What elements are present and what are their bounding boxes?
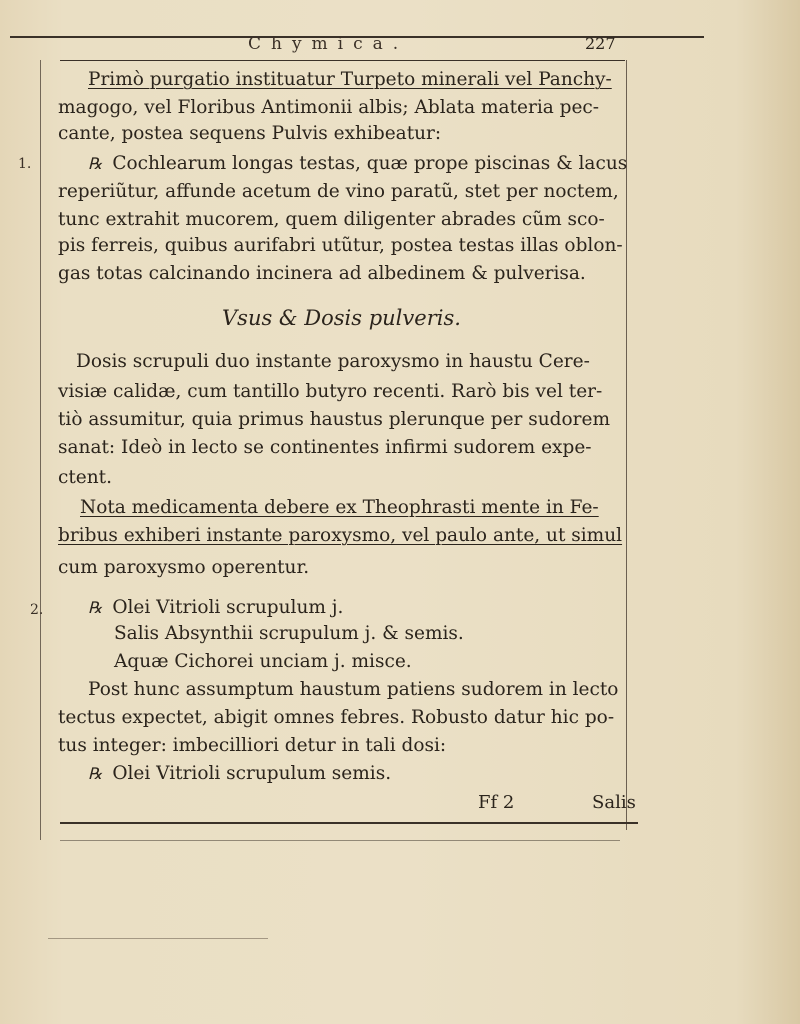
text-line: ctent. <box>58 467 112 488</box>
text-line: ℞ Cochlearum longas testas, quæ prope piscinas & lacus <box>88 153 628 174</box>
text-line: cante, postea sequens Pulvis exhibeatur: <box>58 123 442 144</box>
signature-mark: Ff 2 <box>478 792 515 813</box>
header-rule <box>60 60 625 61</box>
text-line: visiæ calidæ, cum tantillo butyro recenti. Rarò bis vel ter- <box>58 381 603 402</box>
margin-number: 2. <box>30 602 44 618</box>
text-line: Aquæ Cichorei unciam j. misce. <box>114 651 412 672</box>
text-line: ℞ Olei Vitrioli scrupulum semis. <box>88 763 392 784</box>
bottom-rule-faint <box>60 840 620 841</box>
recipe-mark: ℞ <box>88 764 103 783</box>
text-line: Post hunc assumptum haustum patiens sudorem in lecto <box>88 679 619 700</box>
text-line: cum paroxysmo operentur. <box>58 557 310 578</box>
catchword: Salis <box>592 792 636 813</box>
section-heading: Vsus & Dosis pulveris. <box>222 306 461 330</box>
recipe-mark: ℞ <box>88 154 103 173</box>
page-number: 227 <box>585 34 616 53</box>
running-head: Chymica. <box>248 34 409 54</box>
text-line: Salis Absynthii scrupulum j. & semis. <box>114 623 464 644</box>
text-line: bribus exhiberi instante paroxysmo, vel paulo ante, ut simul <box>58 525 623 546</box>
text-line: tectus expectet, abigit omnes febres. Robusto datur hic po- <box>58 707 615 728</box>
left-frame-line <box>40 60 41 840</box>
recipe-mark: ℞ <box>88 598 103 617</box>
text-line: Dosis scrupuli duo instante paroxysmo in haustu Cere- <box>76 351 590 372</box>
text-line: tus integer: imbecilliori detur in tali dosi: <box>58 735 447 756</box>
margin-number: 1. <box>18 156 32 172</box>
text-line: tiò assumitur, quia primus haustus plerunque per sudorem <box>58 409 610 430</box>
text-line: sanat: Ideò in lecto se continentes infirmi sudorem expe- <box>58 437 592 458</box>
text-line: pis ferreis, quibus aurifabri utũtur, postea testas illas oblon- <box>58 235 623 256</box>
text-line: magogo, vel Floribus Antimonii albis; Ablata materia pec- <box>58 97 600 118</box>
text-line: reperiũtur, affunde acetum de vino paratũ, stet per noctem, <box>58 181 619 202</box>
text-line: Primò purgatio instituatur Turpeto minerali vel Panchy- <box>88 69 612 90</box>
bottom-rule <box>60 822 638 824</box>
text-line: gas totas calcinando incinera ad albedinem & pulverisa. <box>58 263 586 284</box>
footer-rule <box>48 938 268 939</box>
text-line: tunc extrahit mucorem, quem diligenter abrades cũm sco- <box>58 209 605 230</box>
text-line: ℞ Olei Vitrioli scrupulum j. <box>88 597 344 618</box>
text-line: Nota medicamenta debere ex Theophrasti mente in Fe- <box>80 497 599 518</box>
